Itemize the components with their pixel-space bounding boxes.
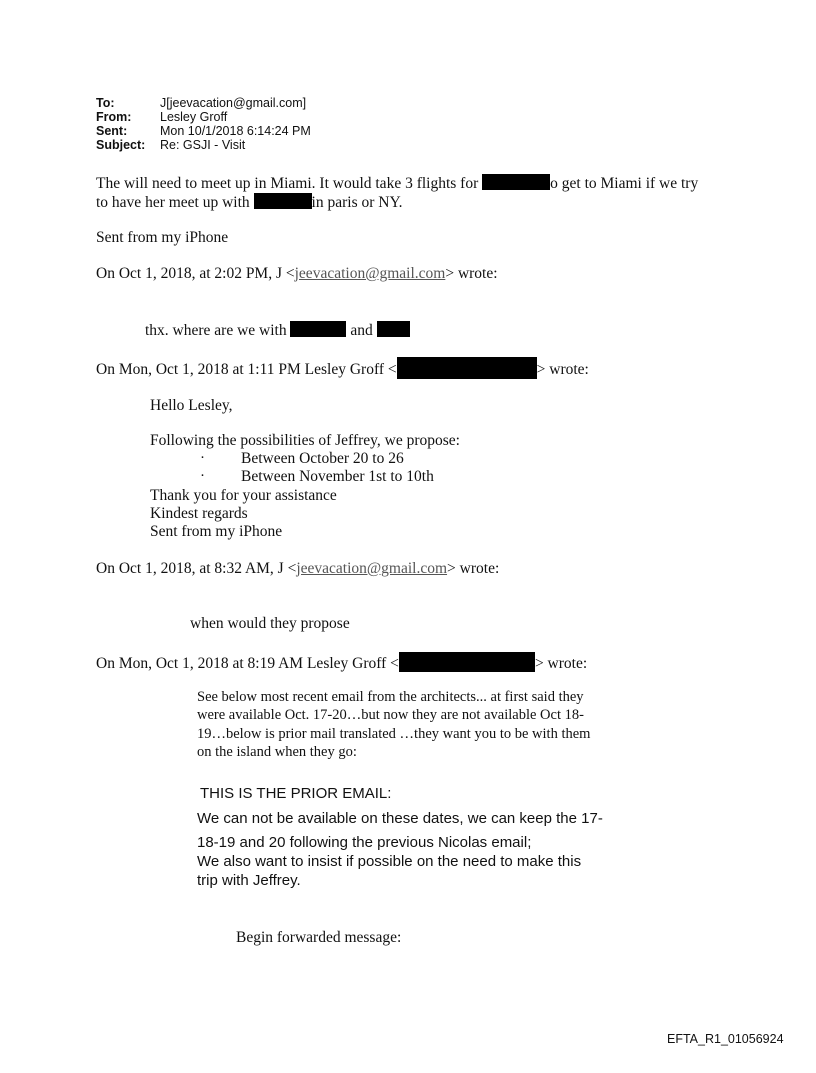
quote4-intro xyxy=(96,652,587,673)
from-value: Lesley Groff xyxy=(160,110,228,124)
quote1-body-a: thx. where are we with xyxy=(145,322,287,339)
msg1-line2-text-a: to have her meet up with xyxy=(96,194,250,211)
prior-email-line4: trip with Jeffrey. xyxy=(197,872,301,889)
bullet-mark: · xyxy=(200,468,205,484)
quote2-greeting: Hello Lesley, xyxy=(150,397,233,414)
quote2-option2: Between November 1st to 10th xyxy=(241,468,434,485)
quote2-regards: Kindest regards xyxy=(150,505,248,522)
to-label: To: xyxy=(96,96,115,110)
quote4-intro-b: > wrote: xyxy=(534,655,588,672)
sent-label: Sent: xyxy=(96,124,128,138)
quote4-p4: on the island when they go: xyxy=(197,744,357,760)
msg1-signature: Sent from my iPhone xyxy=(96,229,229,246)
quote1-intro-a: On Oct 1, 2018, at 2:02 PM, J < xyxy=(96,265,295,282)
redaction-box xyxy=(482,174,550,190)
quote3-email-link[interactable]: jeevacation@gmail.com xyxy=(296,560,448,577)
quote1-intro-b: > wrote: xyxy=(445,265,498,282)
quote4-p3: 19…below is prior mail translated …they want you to be with them xyxy=(197,726,591,742)
quote2-option1: Between October 20 to 26 xyxy=(241,450,404,467)
quote2-intro-b: > wrote: xyxy=(536,361,589,378)
quote1-body xyxy=(145,321,410,340)
quote4-p2: were available Oct. 17-20…but now they are not available Oct 18- xyxy=(197,707,584,723)
redaction-box xyxy=(399,652,535,672)
msg1-line1-text-a: The will need to meet up in Miami. It would take 3 flights for xyxy=(96,175,479,192)
sent-value: Mon 10/1/2018 6:14:24 PM xyxy=(160,124,311,138)
quote2-thanks: Thank you for your assistance xyxy=(150,487,337,504)
quote3-intro xyxy=(96,560,499,578)
to-value: J[jeevacation@gmail.com] xyxy=(160,96,307,110)
quote4-intro-a: On Mon, Oct 1, 2018 at 8:19 AM Lesley Groff < xyxy=(96,655,399,672)
prior-email-line1: We can not be available on these dates, we can keep the 17- xyxy=(197,810,603,827)
quote2-proposal: Following the possibilities of Jeffrey, we propose: xyxy=(150,432,460,449)
msg1-line1 xyxy=(96,174,698,193)
quote3-intro-a: On Oct 1, 2018, at 8:32 AM, J < xyxy=(96,560,297,577)
redaction-box xyxy=(397,357,537,379)
redaction-box xyxy=(290,321,346,337)
quote4-p1: See below most recent email from the architects... at first said they xyxy=(197,689,584,705)
quote1-intro xyxy=(96,265,498,283)
prior-email-line2: 18-19 and 20 following the previous Nicolas email; xyxy=(197,834,532,851)
quote2-signature: Sent from my iPhone xyxy=(150,523,283,540)
quote2-intro-a: On Mon, Oct 1, 2018 at 1:11 PM Lesley Groff < xyxy=(96,361,397,378)
quote3-body: when would they propose xyxy=(190,615,350,632)
msg1-line2 xyxy=(96,193,403,212)
quote3-intro-b: > wrote: xyxy=(447,560,500,577)
redaction-box xyxy=(377,321,410,337)
subject-label: Subject: xyxy=(96,138,146,152)
bullet-mark: · xyxy=(200,450,205,466)
quote1-body-b: and xyxy=(350,322,373,339)
from-label: From: xyxy=(96,110,132,124)
redaction-box xyxy=(254,193,312,209)
forwarded-message-label: Begin forwarded message: xyxy=(236,929,402,946)
msg1-line1-text-b: o get to Miami if we try xyxy=(550,175,699,192)
document-id: EFTA_R1_01056924 xyxy=(667,1032,784,1046)
prior-email-heading: THIS IS THE PRIOR EMAIL: xyxy=(200,785,392,802)
prior-email-line3: We also want to insist if possible on the need to make this xyxy=(197,853,582,870)
quote2-intro xyxy=(96,357,589,379)
subject-value: Re: GSJI - Visit xyxy=(160,138,246,152)
quote1-email-link[interactable]: jeevacation@gmail.com xyxy=(294,265,446,282)
msg1-line2-text-b: in paris or NY. xyxy=(311,194,403,211)
